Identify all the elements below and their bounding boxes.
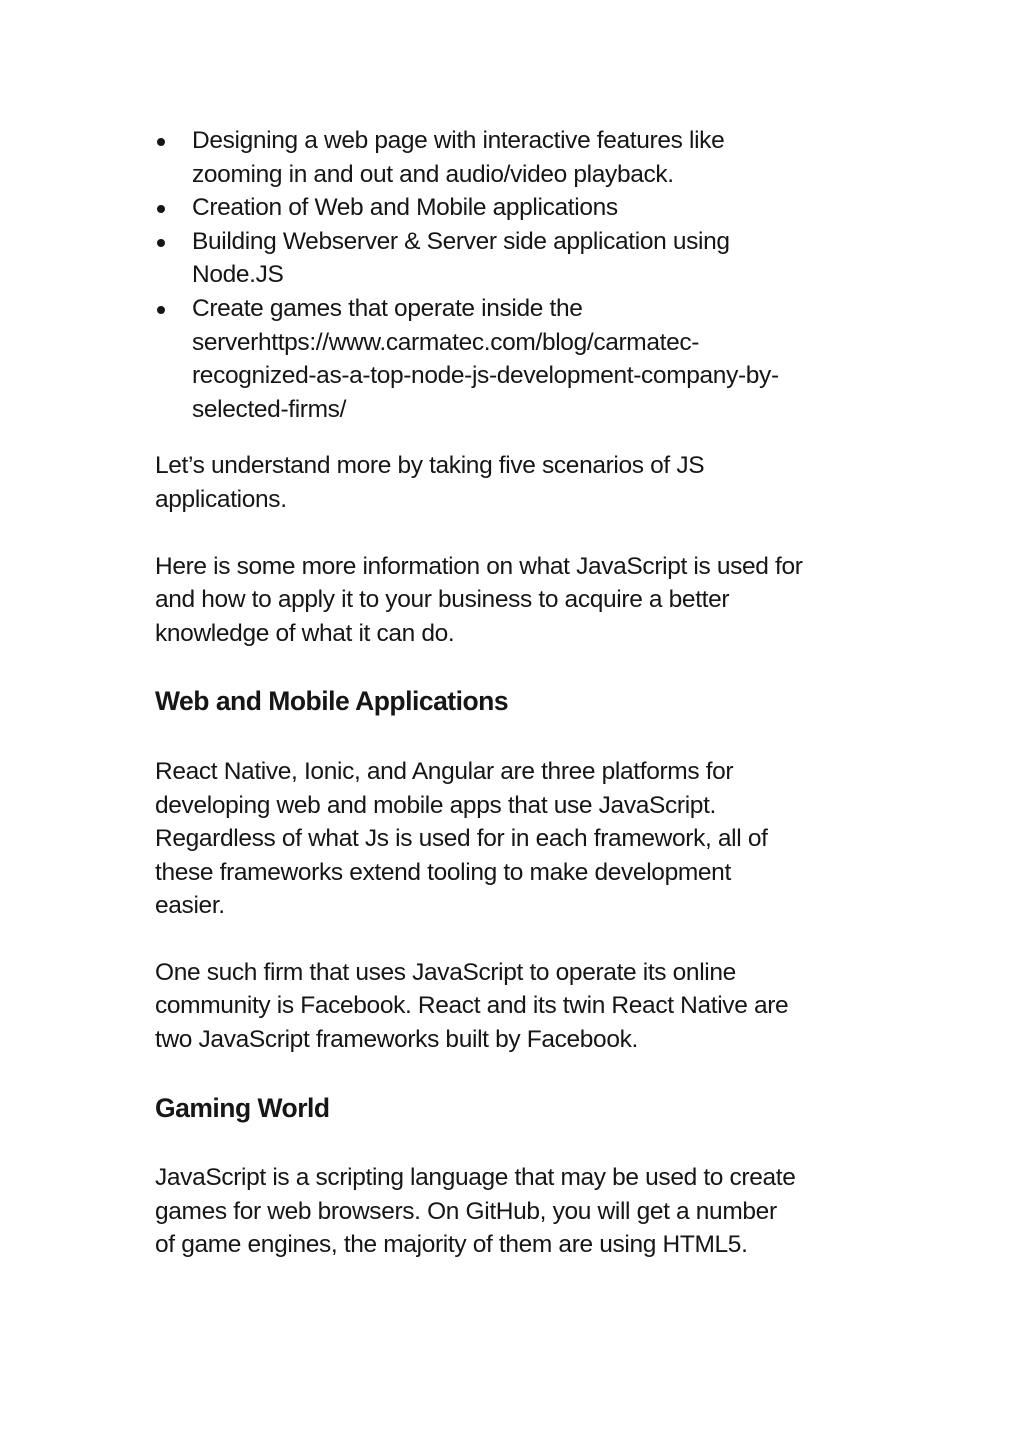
paragraph-line: applications. [155,485,287,513]
section-heading-gaming-world: Gaming World [155,1092,330,1123]
bullet-line: Designing a web page with interactive features like [192,127,725,154]
paragraph-line: these frameworks extend tooling to make development [155,858,731,886]
bullet-item [155,292,875,426]
info-paragraph [155,550,875,651]
paragraph-line: Here is some more information on what JavaScript is used for [155,552,803,580]
bullet-dot-icon [157,306,165,314]
feature-bullet-list [155,124,875,426]
paragraph-line: JavaScript is a scripting language that may be used to create [155,1164,796,1192]
document-page [155,124,875,1262]
bullet-line: Node.JS [192,261,284,289]
bullet-dot-icon [157,205,165,213]
paragraph-line: Regardless of what Js is used for in each framework, all of [155,825,768,853]
web-mobile-paragraph-2 [155,956,875,1057]
paragraph-line: React Native, Ionic, and Angular are three platforms for [155,757,734,785]
paragraph-line: and how to apply it to your business to acquire a better [155,586,730,614]
bullet-line: Creation of Web and Mobile applications [192,194,618,222]
bullet-line: zooming in and out and audio/video playback. [192,160,674,188]
bullet-item [155,124,875,191]
bullet-line: Create games that operate inside the [192,294,583,322]
section-heading-web-mobile: Web and Mobile Applications [155,686,509,717]
bullet-line: Building Webserver & Server side application using [192,227,730,255]
gaming-paragraph [155,1161,875,1262]
paragraph-line: community is Facebook. React and its twin React Native are [155,992,789,1020]
paragraph-line: Let’s understand more by taking five scenarios of JS [155,452,705,480]
paragraph-line: knowledge of what it can do. [155,619,455,647]
bullet-line: serverhttps://www.carmatec.com/blog/carmatec- [192,328,700,356]
bullet-line: recognized-as-a-top-node-js-development-company-by- [192,362,779,390]
paragraph-line: of game engines, the majority of them are using HTML5. [155,1231,748,1259]
bullet-line: selected-firms/ [192,395,347,423]
paragraph-line: easier. [155,892,225,920]
paragraph-line: two JavaScript frameworks built by Facebook. [155,1026,638,1054]
paragraph-line: developing web and mobile apps that use JavaScript. [155,791,716,819]
bullet-dot-icon [157,239,165,247]
paragraph-line: One such firm that uses JavaScript to operate its online [155,958,736,986]
intro-paragraph [155,449,875,516]
web-mobile-paragraph-1 [155,755,875,923]
bullet-item [155,225,875,292]
bullet-dot-icon [157,138,165,146]
bullet-item [155,191,875,225]
paragraph-line: games for web browsers. On GitHub, you will get a number [155,1197,777,1225]
